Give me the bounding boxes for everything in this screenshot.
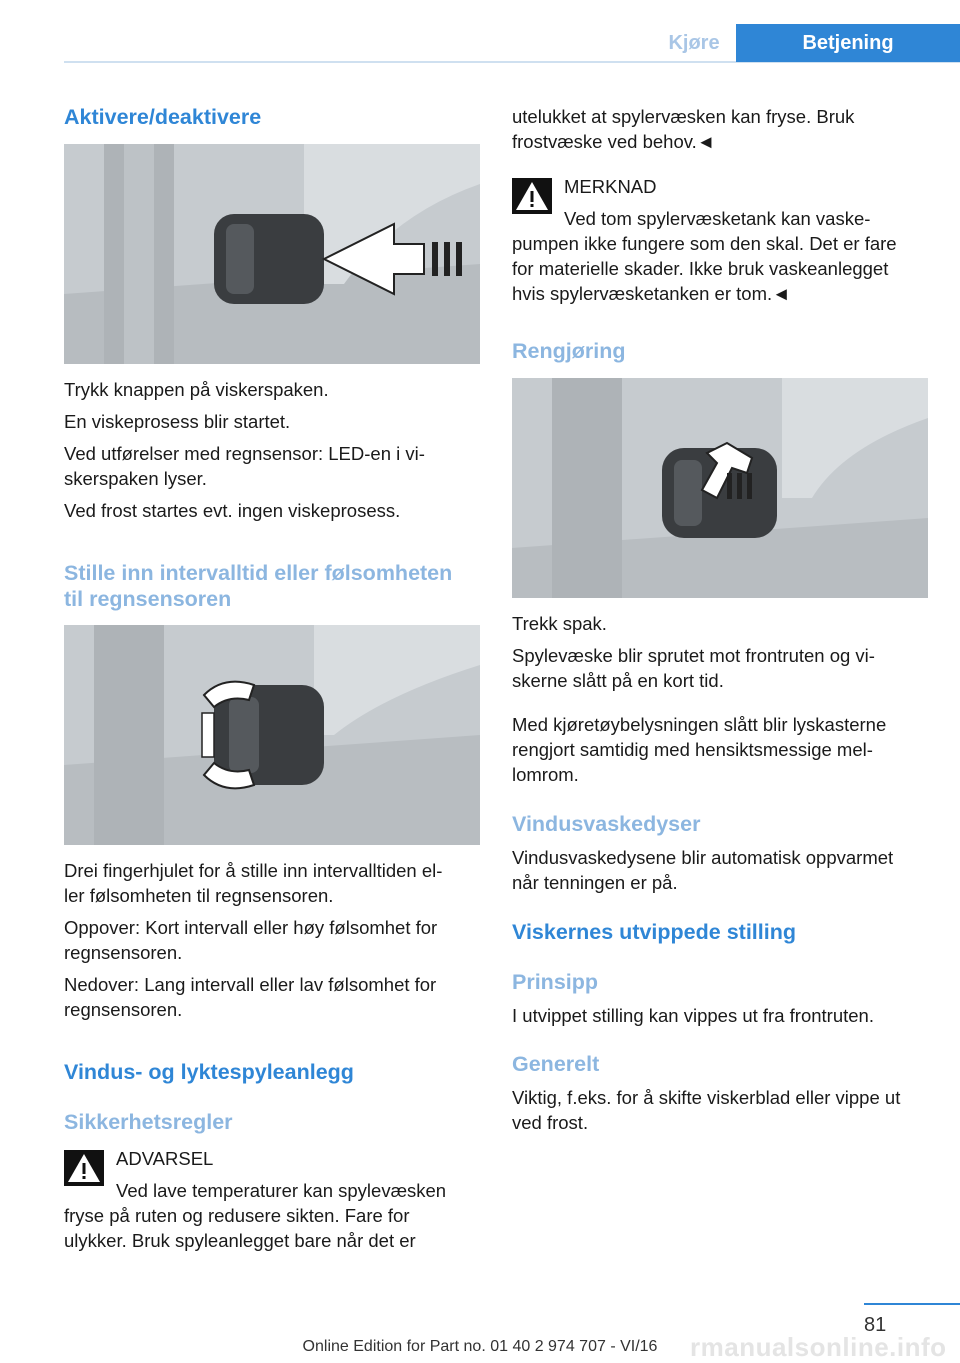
text-down-a: Nedover: Lang intervall eller lav følsomhet for — [64, 974, 437, 995]
text-pull-lever: Trekk spak. — [512, 613, 607, 634]
text-up-b: regnsensoren. — [64, 942, 183, 963]
text-headlights-b: rengjort samtidig med hensiktsmessige mel‐ — [512, 739, 873, 760]
heading-interval-a: Stille inn intervalltid eller følsomheten — [64, 561, 453, 585]
warning-title: ADVARSEL — [116, 1148, 214, 1169]
tab-kjore[interactable]: Kjøre — [668, 32, 720, 54]
figure-pull-lever — [512, 378, 928, 598]
notice-text-1: Ved tom spylervæsketank kan vaske‐ — [564, 208, 871, 229]
notice-text-3: for materielle skader. Ikke bruk vaskeanlegget — [512, 258, 889, 279]
warning-text-2: fryse på ruten og redusere sikten. Fare for — [64, 1205, 410, 1226]
text-nozzles-a: Vindusvaskedysene blir automatisk oppvarmet — [512, 847, 894, 868]
text-general-b: ved frost. — [512, 1112, 589, 1133]
footer-rule — [864, 1303, 960, 1305]
text-principle: I utvippet stilling kan vippes ut fra frontruten. — [512, 1005, 874, 1026]
heading-tilted-position: Viskernes utvippede stilling — [512, 920, 796, 944]
text-headlights-a: Med kjøretøybelysningen slått blir lyskasterne — [512, 714, 887, 735]
heading-safety-rules: Sikkerhetsregler — [64, 1110, 233, 1134]
text-cont-2: frostvæske ved behov.◄ — [512, 131, 716, 152]
text-cont-1: utelukket at spylervæsken kan fryse. Bruk — [512, 106, 855, 127]
text-rain-sensor-a: Ved utførelser med regnsensor: LED-en i vi‐ — [64, 443, 425, 464]
text-spray-b: skerne slått på en kort tid. — [512, 670, 724, 691]
page-number: 81 — [864, 1314, 887, 1336]
text-down-b: regnsensoren. — [64, 999, 183, 1020]
warning-icon — [64, 1150, 104, 1186]
heading-cleaning: Rengjøring — [512, 339, 626, 363]
warning-text-1: Ved lave temperaturer kan spylevæsken — [116, 1180, 447, 1201]
heading-general: Generelt — [512, 1052, 600, 1076]
notice-text-2: pumpen ikke fungere som den skal. Det er fare — [512, 233, 897, 254]
text-press-button: Trykk knappen på viskerspaken. — [64, 379, 329, 400]
text-up-a: Oppover: Kort intervall eller høy følsomhet for — [64, 917, 438, 938]
text-turn-wheel-a: Drei fingerhjulet for å stille inn intervalltiden el‐ — [64, 860, 443, 881]
text-wipe-started: En viskeprosess blir startet. — [64, 411, 291, 432]
tab-betjening[interactable]: Betjening — [736, 24, 960, 62]
heading-washer-system: Vindus- og lyktespyleanlegg — [64, 1060, 354, 1084]
text-nozzles-b: når tenningen er på. — [512, 872, 678, 893]
heading-nozzles: Vindusvaskedyser — [512, 812, 701, 836]
warning-text-3: ulykker. Bruk spyleanlegget bare når det er — [64, 1230, 416, 1251]
watermark: rmanualsonline.info — [690, 1332, 947, 1362]
text-headlights-c: lomrom. — [512, 764, 579, 785]
figure-wiper-button — [64, 144, 480, 364]
heading-activate: Aktivere/deaktivere — [64, 105, 262, 129]
notice-icon — [512, 178, 552, 214]
heading-interval-b: til regnsensoren — [64, 587, 232, 611]
text-general-a: Viktig, f.eks. for å skifte viskerblad eller vippe ut — [512, 1087, 901, 1108]
notice-text-4: hvis spylervæsketanken er tom.◄ — [512, 283, 791, 304]
text-rain-sensor-b: skerspaken lyser. — [64, 468, 207, 489]
text-turn-wheel-b: ler følsomheten til regnsensoren. — [64, 885, 334, 906]
heading-principle: Prinsipp — [512, 970, 599, 994]
edition-note: Online Edition for Part no. 01 40 2 974 707 - VI/16 — [302, 1338, 658, 1355]
figure-thumbwheel — [64, 625, 480, 845]
notice-title: MERKNAD — [564, 176, 657, 197]
text-frost: Ved frost startes evt. ingen viskeprosess. — [64, 500, 401, 521]
text-spray-a: Spylevæske blir sprutet mot frontruten og vi‐ — [512, 645, 875, 666]
